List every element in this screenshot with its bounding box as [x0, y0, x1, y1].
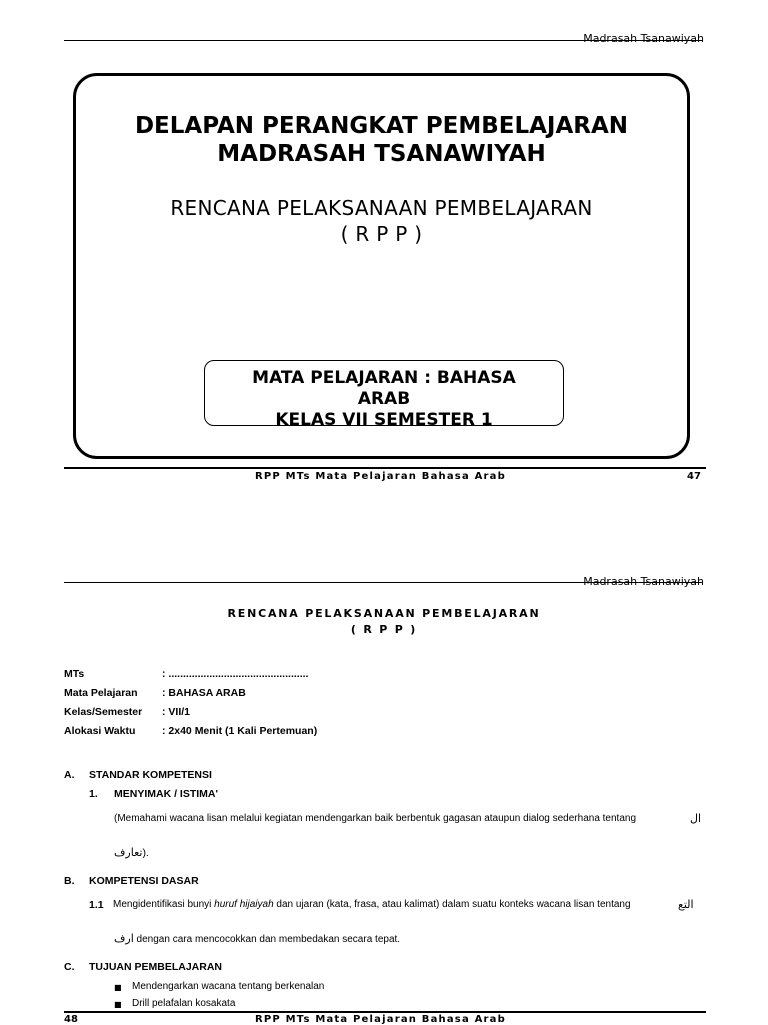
subject-line-1: MATA PELAJARAN : BAHASA	[252, 368, 516, 388]
info-label-time: Alokasi Waktu	[64, 725, 136, 737]
page1-footer-text: RPP MTs Mata Pelajaran Bahasa Arab	[255, 471, 506, 482]
section-a-letter: A.	[64, 769, 75, 781]
document-title-line-2: ( R P P )	[350, 623, 418, 636]
section-a-line-2-suffix: ).	[142, 847, 149, 859]
page2-footer-rule	[64, 1011, 706, 1013]
section-b-arabic-word: ارف	[114, 932, 134, 945]
bullet-marker: ■	[114, 983, 122, 992]
bullet-marker: ■	[114, 1000, 122, 1009]
section-c-title: TUJUAN PEMBELAJARAN	[89, 961, 223, 973]
section-b-text-before: Mengidentifikasi bunyi	[113, 899, 215, 910]
section-a-item-title: MENYIMAK / ISTIMA'	[114, 788, 218, 800]
cover-title-line-1: DELAPAN PERANGKAT PEMBELAJARAN	[134, 113, 629, 139]
section-b-paragraph	[113, 899, 631, 910]
info-value-time: : 2x40 Menit (1 Kali Pertemuan)	[162, 725, 318, 737]
section-b-text-italic: huruf hijaiyah	[214, 899, 274, 910]
page2-page-number: 48	[64, 1014, 78, 1025]
section-b-arabic-tail: التع	[678, 898, 694, 911]
section-a-paragraph-text: (Memahami wacana lisan melalui kegiatan mendengarkan baik berbentuk gagasan ataupun dialog sederhana tentang	[114, 813, 637, 824]
page2-header-text: Madrasah Tsanawiyah	[583, 575, 704, 588]
info-label-class: Kelas/Semester	[64, 706, 143, 718]
page1-footer-rule	[64, 467, 706, 469]
subject-box	[204, 360, 564, 426]
page1-header-text: Madrasah Tsanawiyah	[583, 32, 704, 45]
section-b-item-number: 1.1	[89, 899, 104, 911]
subject-line-2: ARAB	[357, 389, 411, 409]
section-b-letter: B.	[64, 875, 75, 887]
list-item: Mendengarkan wacana tentang berkenalan	[132, 981, 325, 992]
cover-subtitle-line-1: RENCANA PELAKSANAAN PEMBELAJARAN	[170, 196, 593, 220]
section-a-title: STANDAR KOMPETENSI	[89, 769, 212, 781]
section-b-text-after: dan ujaran (kata, frasa, atau kalimat) dalam suatu konteks wacana lisan tentang	[273, 899, 631, 910]
document-title-line-1: RENCANA PELAKSANAAN PEMBELAJARAN	[227, 607, 541, 620]
cover-title-line-2: MADRASAH TSANAWIYAH	[217, 141, 546, 167]
section-a-line-2	[114, 846, 149, 859]
section-b-line-2	[114, 932, 400, 945]
section-a-item-number: 1.	[89, 788, 98, 800]
section-a-paragraph	[114, 813, 636, 824]
cover-subtitle-line-2: ( R P P )	[340, 222, 423, 246]
section-a-arabic-word: تعارف	[114, 846, 143, 859]
section-b-line-2-text: dengan cara mencocokkan dan membedakan secara tepat.	[133, 934, 401, 945]
section-c-letter: C.	[64, 961, 75, 973]
page2-footer-text: RPP MTs Mata Pelajaran Bahasa Arab	[255, 1014, 506, 1025]
info-value-subject: : BAHASA ARAB	[162, 687, 246, 699]
info-value-class: : VII/1	[162, 706, 191, 718]
section-b-title: KOMPETENSI DASAR	[89, 875, 199, 887]
list-item: Drill pelafalan kosakata	[132, 998, 236, 1009]
subject-line-3: KELAS VII SEMESTER 1	[275, 410, 493, 426]
info-value-mts: : ................................................	[162, 668, 309, 680]
info-label-mts: MTs	[64, 668, 85, 680]
page1-page-number: 47	[687, 471, 701, 482]
info-label-subject: Mata Pelajaran	[64, 687, 138, 699]
section-a-arabic-tail: ال	[690, 812, 702, 825]
